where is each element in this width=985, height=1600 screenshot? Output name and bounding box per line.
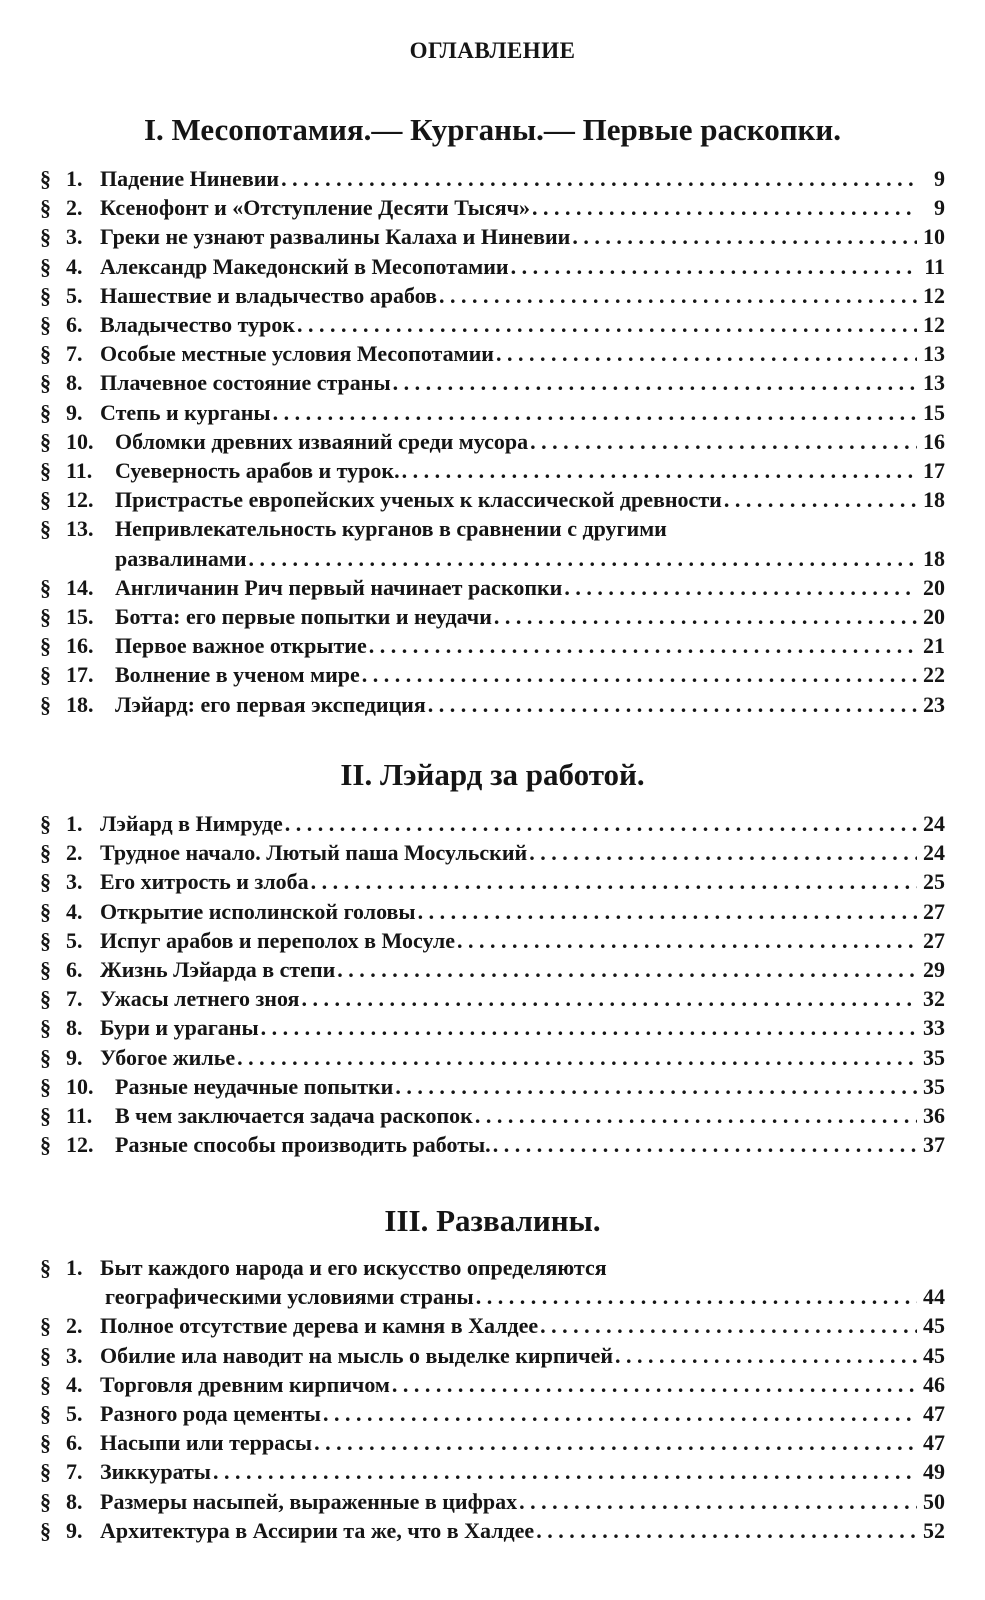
entry-title: Суеверность арабов и турок. (115, 458, 400, 483)
dot-leader (511, 253, 917, 281)
entry-number: 6. (66, 1430, 83, 1456)
entry-title: Ботта: его первые попытки и неудачи (115, 604, 492, 629)
entry-title: Жизнь Лэйарда в степи (100, 957, 336, 982)
page-number: 18 (923, 545, 945, 571)
section-sign: § (40, 458, 51, 483)
page-number: 45 (923, 1342, 945, 1368)
page-number: 36 (923, 1103, 945, 1128)
page-number: 35 (923, 1073, 945, 1099)
page-number: 15 (923, 399, 945, 425)
entry-title: Испуг арабов и переполох в Мосуле (100, 927, 456, 953)
entry-number: 3. (66, 869, 83, 895)
entry-title: Полное отсутствие дерева и камня в Халдее (100, 1313, 539, 1339)
page-number: 46 (923, 1371, 945, 1397)
entry-title: Нашествие и владычество арабов (100, 282, 438, 308)
entry-title: Пристрастье европейских ученых к классической древности (115, 487, 722, 513)
dot-leader (393, 369, 917, 397)
entry-number: 7. (66, 986, 83, 1012)
section-sign: § (40, 986, 51, 1012)
entry-title: Разные неудачные попытки (115, 1073, 394, 1099)
dot-leader (213, 1458, 917, 1486)
section-sign: § (40, 869, 51, 895)
entry-title: географическими условиями страны (105, 1284, 474, 1310)
page-number: 13 (923, 370, 945, 396)
section-sign: § (40, 811, 51, 836)
dot-leader (337, 956, 917, 984)
toc-entry (40, 515, 945, 573)
entry-number: 14. (66, 574, 94, 600)
page-number: 29 (923, 957, 945, 982)
dot-leader (457, 927, 917, 955)
page-number: 50 (923, 1488, 945, 1514)
entry-title: Открытие исполинской головы (100, 898, 416, 924)
section-sign: § (40, 399, 51, 425)
dot-leader (493, 1131, 917, 1159)
entry-number: 9. (66, 1044, 83, 1070)
page-number: 17 (923, 458, 945, 483)
entry-number: 1. (66, 1255, 83, 1280)
dot-leader (285, 810, 917, 838)
page-number: 12 (923, 312, 945, 337)
section-sign: § (40, 370, 51, 396)
section-sign: § (40, 516, 51, 542)
entry-title: Разного рода цементы (100, 1401, 321, 1426)
page-number: 27 (923, 898, 945, 924)
entry-number: 8. (66, 1488, 83, 1514)
page-number: 24 (923, 840, 945, 866)
entry-title: Его хитрость и злоба (100, 869, 309, 895)
dot-leader (529, 839, 917, 867)
page-number: 25 (923, 869, 945, 895)
page-number: 35 (923, 1044, 945, 1070)
entry-number: 12. (66, 487, 94, 513)
entry-title: Трудное начало. Лютый паша Мосульский (100, 840, 528, 866)
page-number: 47 (923, 1430, 945, 1456)
section-sign: § (40, 487, 51, 513)
dot-leader (536, 1517, 917, 1545)
section-sign: § (40, 1459, 51, 1485)
dot-leader (615, 1342, 917, 1370)
entry-title: Ксенофонт и «Отступление Десяти Тысяч» (100, 195, 531, 221)
section-sign: § (40, 195, 51, 221)
section-sign: § (40, 898, 51, 924)
page-number: 13 (923, 341, 945, 367)
page-number: 20 (923, 574, 945, 600)
page-number: 20 (923, 604, 945, 629)
dot-leader (362, 661, 917, 689)
entry-title: Лэйард в Нимруде (100, 811, 283, 836)
dot-leader (369, 632, 917, 660)
entry-number: 11. (66, 458, 93, 483)
page-number: 22 (923, 662, 945, 688)
dot-leader (392, 1371, 917, 1399)
entry-number: 17. (66, 662, 94, 688)
entry-number: 8. (66, 370, 83, 396)
dot-leader (301, 985, 917, 1013)
section-sign: § (40, 166, 51, 191)
section-sign: § (40, 1103, 51, 1128)
section-sign: § (40, 1401, 51, 1426)
entry-number: 4. (66, 898, 83, 924)
section-sign: § (40, 1132, 51, 1158)
entry-number: 2. (66, 1313, 83, 1339)
entry-title: Торговля древним кирпичом (100, 1371, 390, 1397)
section-sign: § (40, 1371, 51, 1397)
entry-number: 6. (66, 312, 83, 337)
entry-title: Греки не узнают развалины Калаха и Ниневии (100, 224, 571, 250)
entry-number: 5. (66, 927, 83, 953)
dot-leader (439, 282, 917, 310)
dot-leader (532, 194, 917, 222)
dot-leader (395, 1073, 917, 1101)
dot-leader (564, 574, 917, 602)
chapter-3-title: III. Развалины. (384, 1203, 601, 1238)
entry-number: 4. (66, 1371, 83, 1397)
dot-leader (724, 486, 917, 514)
section-sign: § (40, 428, 51, 454)
page-title: ОГЛАВЛЕНИЕ (409, 38, 576, 63)
entry-title: Обилие ила наводит на мысль о выделке кирпичей (100, 1342, 614, 1368)
page-number: 21 (923, 633, 945, 659)
entry-text-line1: Непривлекательность курганов в сравнении с другими (115, 516, 667, 542)
dot-leader (311, 868, 917, 896)
page-number: 9 (934, 195, 945, 221)
entry-title: Волнение в ученом мире (115, 662, 360, 688)
section-sign: § (40, 1073, 51, 1099)
dot-leader (572, 223, 917, 251)
section-sign: § (40, 224, 51, 250)
section-sign: § (40, 840, 51, 866)
section-sign: § (40, 691, 51, 717)
section-sign: § (40, 662, 51, 688)
chapter-2-title: II. Лэйард за работой. (340, 757, 645, 792)
dot-leader (475, 1102, 917, 1130)
entry-number: 9. (66, 1517, 83, 1543)
dot-leader (297, 311, 917, 339)
section-sign: § (40, 1517, 51, 1543)
section-sign: § (40, 253, 51, 279)
section-sign: § (40, 1044, 51, 1070)
entry-title: Ужасы летнего зноя (100, 986, 300, 1012)
dot-leader (273, 399, 917, 427)
entry-number: 10. (66, 428, 94, 454)
section-sign: § (40, 633, 51, 659)
entry-number: 11. (66, 1103, 93, 1128)
entry-number: 2. (66, 195, 83, 221)
entry-number: 12. (66, 1132, 94, 1158)
entry-title: Лэйард: его первая экспедиция (115, 691, 426, 717)
page-number: 18 (923, 487, 945, 513)
entry-title: развалинами (115, 545, 247, 571)
entry-title: Особые местные условия Месопотамии (100, 341, 494, 367)
entry-number: 10. (66, 1073, 94, 1099)
page-number: 11 (924, 253, 945, 279)
entry-title: Насыпи или террасы (100, 1430, 313, 1456)
dot-leader (476, 1283, 917, 1311)
entry-title: Степь и курганы (100, 399, 271, 425)
entry-title: Разные способы производить работы. (115, 1132, 491, 1158)
entry-title: Англичанин Рич первый начинает раскопки (115, 574, 563, 600)
page-number: 24 (923, 811, 945, 836)
entry-number: 16. (66, 633, 94, 659)
entry-title: Падение Ниневии (100, 166, 280, 191)
section-sign: § (40, 574, 51, 600)
entry-number: 3. (66, 224, 83, 250)
entry-number: 5. (66, 282, 83, 308)
section-sign: § (40, 341, 51, 367)
section-sign: § (40, 1015, 51, 1041)
entry-title: Бури и ураганы (100, 1015, 259, 1041)
page-number: 27 (923, 927, 945, 953)
dot-leader (494, 603, 917, 631)
page-number: 9 (934, 166, 945, 191)
entry-number: 6. (66, 957, 83, 982)
page-number: 49 (923, 1459, 945, 1485)
section-sign: § (40, 312, 51, 337)
dot-leader (249, 545, 917, 573)
entry-text-line1: Быт каждого народа и его искусство определяются (100, 1255, 607, 1280)
entry-title: Александр Македонский в Месопотамии (100, 253, 509, 279)
section-sign: § (40, 1488, 51, 1514)
entry-title: Архитектура в Ассирии та же, что в Халдее (100, 1517, 535, 1543)
entry-number: 5. (66, 1401, 83, 1426)
dot-leader (402, 457, 917, 485)
page-number: 45 (923, 1313, 945, 1339)
dot-leader (323, 1400, 917, 1428)
entry-number: 1. (66, 811, 83, 836)
entry-number: 1. (66, 166, 83, 191)
entry-number: 3. (66, 1342, 83, 1368)
entry-number: 7. (66, 341, 83, 367)
dot-leader (519, 1488, 917, 1516)
dot-leader (314, 1429, 917, 1457)
page-number: 12 (923, 282, 945, 308)
chapter-1-title: I. Месопотамия.— Курганы.— Первые раскопки. (143, 112, 842, 147)
section-sign: § (40, 604, 51, 629)
dot-leader (530, 428, 917, 456)
page-number: 16 (923, 428, 945, 454)
page-number: 52 (923, 1517, 945, 1543)
entry-title: Плачевное состояние страны (100, 370, 391, 396)
dot-leader (496, 340, 917, 368)
dot-leader (237, 1044, 917, 1072)
dot-leader (540, 1312, 917, 1340)
entry-title: В чем заключается задача раскопок (115, 1103, 473, 1128)
page-number: 23 (923, 691, 945, 717)
entry-number: 2. (66, 840, 83, 866)
entry-number: 9. (66, 399, 83, 425)
page-number: 47 (923, 1401, 945, 1426)
dot-leader (428, 691, 917, 719)
dot-leader (261, 1014, 917, 1042)
entry-title: Первое важное открытие (115, 633, 367, 659)
section-sign: § (40, 927, 51, 953)
dot-leader (418, 898, 917, 926)
entry-title: Владычество турок (100, 312, 295, 337)
section-sign: § (40, 282, 51, 308)
toc-entry (40, 1254, 945, 1312)
section-sign: § (40, 1430, 51, 1456)
section-sign: § (40, 1313, 51, 1339)
entry-number: 13. (66, 516, 94, 542)
page-number: 33 (923, 1015, 945, 1041)
page-number: 44 (923, 1284, 945, 1310)
page-number: 37 (923, 1132, 945, 1158)
entry-number: 4. (66, 253, 83, 279)
entry-title: Убогое жилье (100, 1044, 236, 1070)
entry-number: 7. (66, 1459, 83, 1485)
entry-number: 18. (66, 691, 94, 717)
section-sign: § (40, 957, 51, 982)
entry-number: 8. (66, 1015, 83, 1041)
entry-number: 15. (66, 604, 94, 629)
section-sign: § (40, 1342, 51, 1368)
section-sign: § (40, 1255, 51, 1280)
entry-title: Обломки древних изваяний среди мусора (115, 428, 529, 454)
page-number: 32 (923, 986, 945, 1012)
entry-title: Зиккураты (100, 1459, 211, 1485)
page-number: 10 (923, 224, 945, 250)
entry-title: Размеры насыпей, выраженные в цифрах (100, 1488, 518, 1514)
dot-leader (281, 165, 917, 193)
